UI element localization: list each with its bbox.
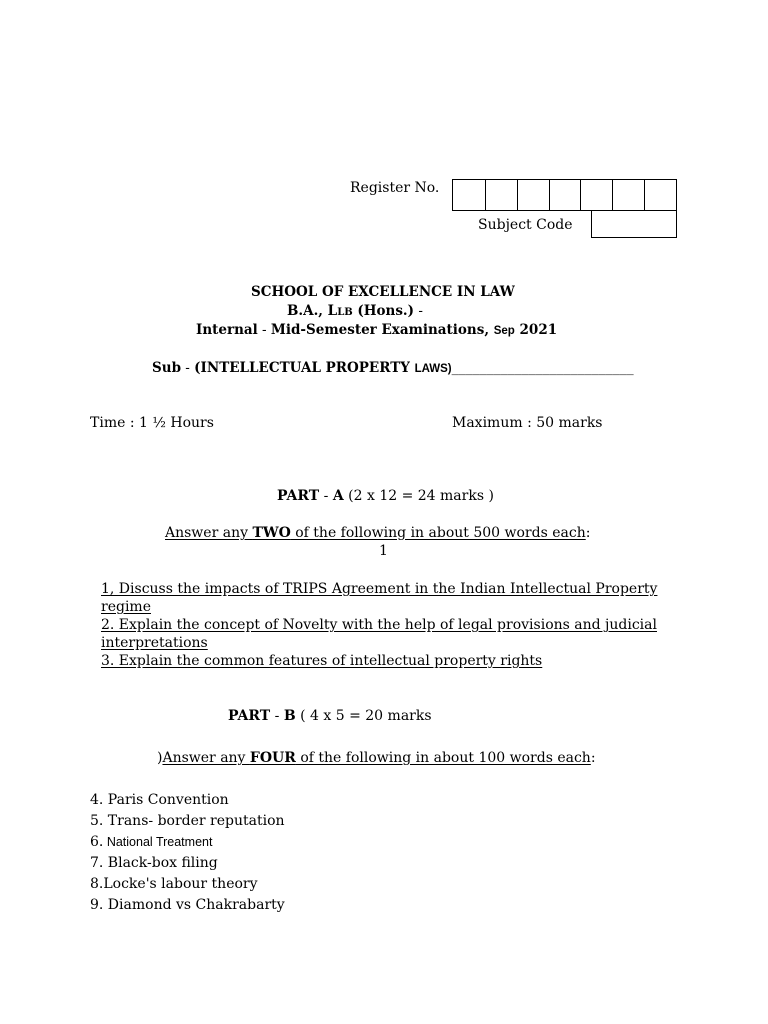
part-b-letter: B xyxy=(283,708,296,724)
part-a-instruction-pre: Answer any xyxy=(165,525,253,541)
question-text: National Treatment xyxy=(103,835,213,849)
register-number-box xyxy=(549,180,581,210)
question-number: 7. xyxy=(90,855,104,871)
register-number-label: Register No. xyxy=(350,180,440,196)
part-b-instruction xyxy=(157,749,596,767)
question-item xyxy=(90,895,285,916)
degree-smallcaps: LB xyxy=(337,307,353,318)
subject-line xyxy=(152,359,634,378)
register-number-box xyxy=(485,180,517,210)
register-number-boxes xyxy=(452,179,677,211)
stray-number: 1 xyxy=(379,543,388,559)
degree-dash: - xyxy=(414,303,423,319)
part-a-instruction-post: of the following in about 500 words each xyxy=(290,525,586,541)
question-text: Diamond vs Chakrabarty xyxy=(103,897,285,913)
degree-suffix: (Hons.) xyxy=(352,303,415,319)
question-text: 3. Explain the common features of intellectual property rights xyxy=(101,653,543,669)
part-b-questions xyxy=(90,790,285,916)
part-b-instruction-pre: Answer any xyxy=(162,750,250,766)
subject-name-small: LAWS) xyxy=(414,363,452,375)
register-number-box xyxy=(517,180,549,210)
part-a-instruction-colon: : xyxy=(585,525,591,541)
exam-year: 2021 xyxy=(514,322,558,338)
subject-dash: - xyxy=(181,360,195,376)
question-text: Black-box filing xyxy=(103,855,218,871)
part-b-instruction-paren: ) xyxy=(157,750,163,766)
part-a-questions xyxy=(101,580,683,670)
question-item xyxy=(90,853,285,874)
part-b-dash: - xyxy=(270,708,284,724)
question-item xyxy=(101,580,683,616)
part-a-instruction xyxy=(165,524,590,542)
part-b-label: PART xyxy=(228,708,271,724)
question-number: 5. xyxy=(90,813,104,829)
question-text: Trans- border reputation xyxy=(103,813,285,829)
question-item xyxy=(90,811,285,832)
part-a-heading xyxy=(277,487,494,505)
degree-line xyxy=(287,302,423,322)
exam-dash: - xyxy=(257,322,271,338)
degree-text: B.A., L xyxy=(287,303,338,319)
question-number: 9. xyxy=(90,897,104,913)
question-number: 4. xyxy=(90,792,104,808)
question-item xyxy=(90,790,285,811)
part-a-instruction-count: TWO xyxy=(252,525,291,541)
part-b-instruction-post: of the following in about 100 words each xyxy=(295,750,591,766)
subject-name: (INTELLECTUAL PROPERTY xyxy=(194,360,415,376)
exam-month: Sep xyxy=(493,325,515,337)
exam-name: Mid-Semester Examinations, xyxy=(270,322,494,338)
part-b-marks: ( 4 x 5 = 20 marks xyxy=(295,708,432,724)
question-item xyxy=(101,616,683,652)
exam-duration: Time : 1 ½ Hours xyxy=(90,415,214,431)
part-b-instruction-colon: : xyxy=(590,750,596,766)
question-text: 2. Explain the concept of Novelty with the help of legal provisions and judicial interpretations xyxy=(101,617,657,651)
part-b-heading xyxy=(228,707,432,725)
question-item xyxy=(90,874,285,895)
register-number-box xyxy=(644,180,676,210)
subject-code-box xyxy=(591,210,677,238)
subject-code-label: Subject Code xyxy=(478,217,573,233)
exam-line xyxy=(196,321,557,340)
register-number-box xyxy=(580,180,612,210)
part-b-instruction-text xyxy=(162,750,590,766)
question-number: 6. xyxy=(90,834,104,850)
question-text: Locke's labour theory xyxy=(103,876,258,892)
register-number-box xyxy=(612,180,644,210)
question-text: Paris Convention xyxy=(103,792,229,808)
part-a-instruction-text xyxy=(165,525,586,541)
question-text: 1, Discuss the impacts of TRIPS Agreement in the Indian Intellectual Property regime xyxy=(101,581,658,615)
register-number-box xyxy=(453,180,485,210)
part-a-letter: A xyxy=(332,488,344,504)
part-a-dash: - xyxy=(319,488,333,504)
maximum-marks: Maximum : 50 marks xyxy=(452,415,603,431)
question-item xyxy=(101,652,683,670)
subject-blank-line: __________________________ xyxy=(451,360,634,376)
part-a-marks: (2 x 12 = 24 marks ) xyxy=(343,488,494,504)
part-a-label: PART xyxy=(277,488,320,504)
question-number: 8. xyxy=(90,876,104,892)
question-item xyxy=(90,832,285,853)
institution-title: SCHOOL OF EXCELLENCE IN LAW xyxy=(251,284,515,300)
exam-type: Internal xyxy=(196,322,258,338)
part-b-instruction-count: FOUR xyxy=(249,750,296,766)
subject-prefix: Sub xyxy=(152,360,182,376)
